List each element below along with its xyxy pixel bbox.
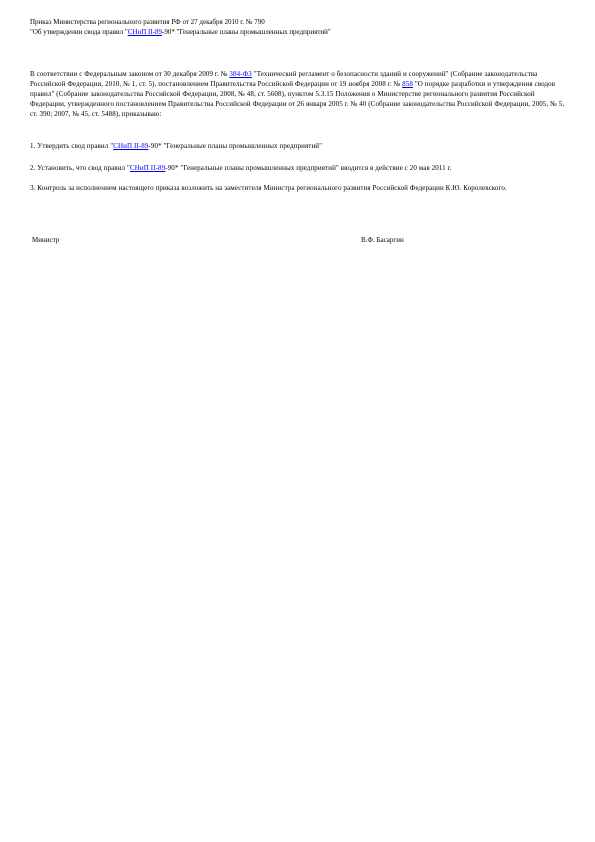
- preamble-text-1: В соответствии с Федеральным законом от 30 декабря 2009 г. №: [30, 70, 230, 78]
- document-title: [30, 17, 565, 37]
- clause-1-text-1: 1. Утвердить свод правил ": [30, 142, 114, 150]
- clause-1-paragraph: [30, 141, 565, 151]
- title-text-after: -90* "Генеральные планы промышленных предприятий": [162, 28, 331, 36]
- signature-block: [0, 235, 595, 245]
- signatory-position: Министр: [32, 236, 60, 244]
- preamble-text-2: "Технический регламент о безопасности зданий и сооружений" (Собрание законодательства Российской Федерации, 2010, № 1, ст. 5), постановлением Правительства Российской Федерации от 19 ноября 2008 г. №: [30, 70, 538, 88]
- clause-2-paragraph: [30, 163, 565, 173]
- preamble-paragraph: [30, 69, 565, 119]
- clause-2-text-1: 2. Установить, что свод правил ": [30, 164, 130, 172]
- title-text-before: "Об утверждении свода правил ": [30, 28, 128, 36]
- clause-1-text-2: -90* "Генеральные планы промышленных предприятий": [148, 142, 323, 150]
- signatory-name: В.Ф. Басаргин: [361, 236, 404, 244]
- resolution-link[interactable]: 858: [402, 80, 413, 88]
- title-line-2: [30, 27, 565, 37]
- clause-2-snip-link[interactable]: СНиП II-89: [129, 164, 166, 172]
- snip-link[interactable]: СНиП II-89: [127, 28, 163, 36]
- clause-3-paragraph: 3. Контроль за исполнением настоящего приказа возложить на заместителя Министра регионального развития Российской Федерации К.Ю. Королевского.: [30, 184, 507, 192]
- clause-2-text-2: -90* "Генеральные планы промышленных предприятий" вводится в действие с 20 мая 2011 г.: [165, 164, 452, 172]
- title-line-1: Приказ Министерства регионального развития РФ от 27 декабря 2010 г. № 790: [30, 18, 265, 26]
- federal-law-link[interactable]: 384-ФЗ: [229, 70, 252, 78]
- preamble-text-3: "О порядке разработки и утверждения сводов правил" (Собрание законодательства Российской Федерации, 2008, № 48, ст. 5608), пунктом 5.3.15 Положения о Министерстве регионального развития Российской Федерации, утвержденного постановлением Правительства Российской Федерации от 26 января 2005 г. № 40 (Собрание законодательства Российской Федерации, 2005, № 5, ст. 390; 2007, № 45, ст. 5488), приказываю:: [30, 80, 565, 118]
- clause-1-snip-link[interactable]: СНиП II-89: [113, 142, 149, 150]
